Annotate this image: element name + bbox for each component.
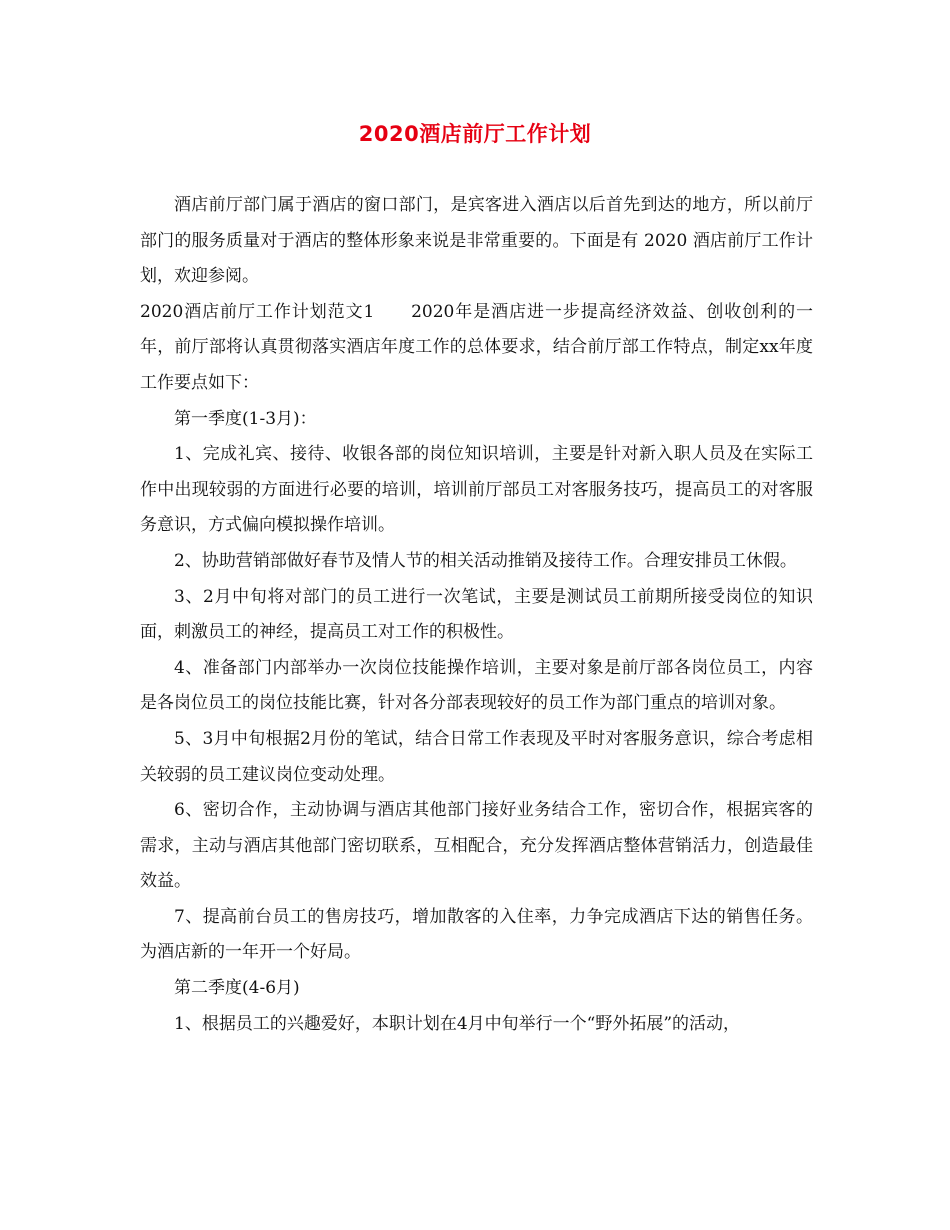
list-item: 2、协助营销部做好春节及情人节的相关活动推销及接待工作。合理安排员工休假。 — [174, 550, 797, 571]
list-item: 5、3月中旬根据2月份的笔试，结合日常工作表现及平时对客服务意识，综合考虑相关较弱的员工建议岗位变动处理。 — [140, 728, 813, 785]
list-item: 7、提高前台员工的售房技巧，增加散客的入住率，力争完成酒店下达的销售任务。为酒店新的一年开一个好局。 — [140, 906, 813, 963]
list-item: 6、密切合作，主动协调与酒店其他部门接好业务结合工作，密切合作，根据宾客的需求，主动与酒店其他部门密切联系，互相配合，充分发挥酒店整体营销活力，创造最佳效益。 — [140, 800, 813, 892]
page-title: 2020酒店前厅工作计划 — [358, 122, 592, 146]
plan-intro-paragraph: 2020酒店前厅工作计划范文1 2020年是酒店进一步提高经济效益、创收创利的一年，前厅部将认真贯彻落实酒店年度工作的总体要求，结合前厅部工作特点，制定xx年度工作要点如下： — [140, 301, 813, 393]
list-item: 3、2月中旬将对部门的员工进行一次笔试，主要是测试员工前期所接受岗位的知识面，刺激员工的神经，提高员工对工作的积极性。 — [140, 586, 813, 643]
section-heading-q2: 第二季度(4-6月) — [174, 978, 300, 999]
list-item: 1、完成礼宾、接待、收银各部的岗位知识培训，主要是针对新入职人员及在实际工作中出现较弱的方面进行必要的培训，培训前厅部员工对客服务技巧，提高员工的对客服务意识，方式偏向模拟操作培训。 — [140, 444, 813, 536]
list-item: 1、根据员工的兴趣爱好，本职计划在4月中旬举行一个“野外拓展”的活动， — [174, 1013, 741, 1034]
list-item: 4、准备部门内部举办一次岗位技能操作培训，主要对象是前厅部各岗位员工，内容是各岗位员工的岗位技能比赛，针对各分部表现较好的员工作为部门重点的培训对象。 — [140, 657, 813, 714]
intro-paragraph: 酒店前厅部门属于酒店的窗口部门，是宾客进入酒店以后首先到达的地方，所以前厅部门的服务质量对于酒店的整体形象来说是非常重要的。下面是有 2020 酒店前厅工作计划，欢迎参阅。 — [140, 195, 813, 287]
section-heading-q1: 第一季度(1-3月)： — [174, 408, 317, 429]
document-body — [140, 188, 813, 1042]
